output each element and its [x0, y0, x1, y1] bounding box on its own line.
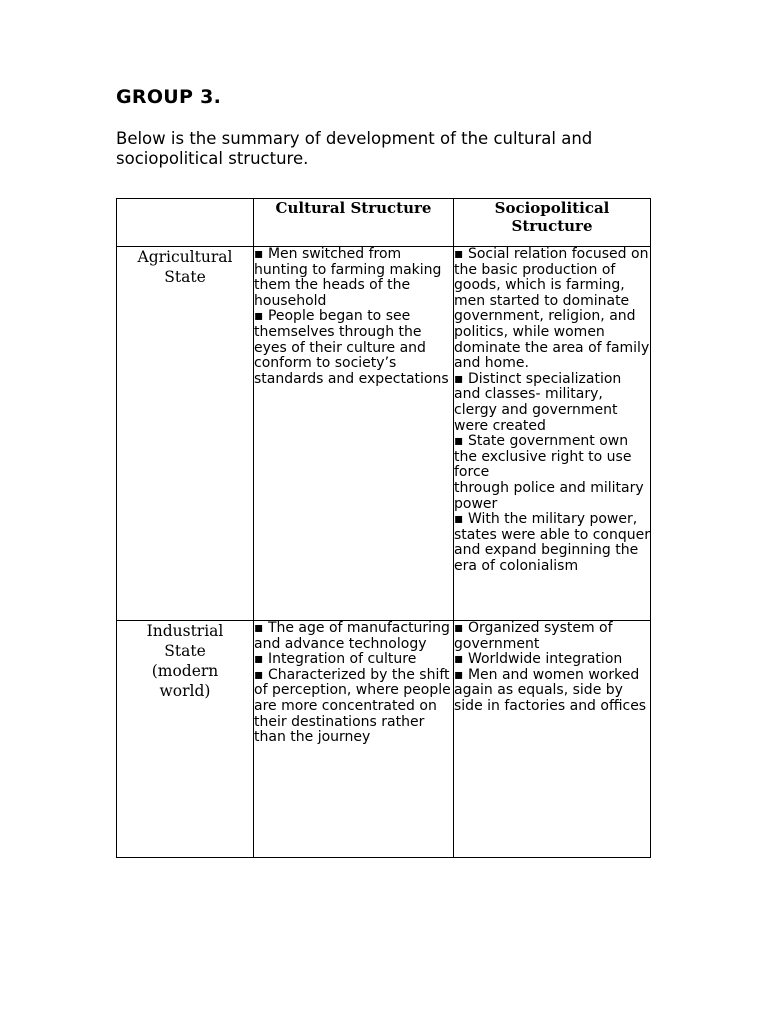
summary-table [116, 198, 651, 858]
document-title: GROUP 3. [116, 86, 222, 108]
list-item: ▪ Worldwide integration [454, 651, 623, 668]
list-item: ▪ Distinct specialization and classes- military, clergy and government were created [454, 370, 622, 434]
industrial-sociopolitical-cell [454, 621, 651, 858]
row-label-text: Agricultural State [137, 248, 233, 286]
row-label-agricultural [117, 247, 254, 621]
agricultural-cultural-cell [254, 247, 454, 621]
list-item: ▪ With the military power, states were able to conquer and expand beginning the [454, 511, 650, 559]
list-item: ▪ Social relation focused on the basic production of goods, which is farming, [454, 246, 649, 294]
row-label-industrial [117, 621, 254, 858]
list-item: men started to dominate government, religion, and politics, while women dominate the area of family and home. [454, 292, 650, 372]
list-item: ▪ Men switched from hunting to farming making them the heads of the household [254, 246, 442, 309]
list-item: era of colonialism [454, 557, 579, 574]
list-item: ▪ The age of manufacturing and advance technology [254, 620, 450, 652]
intro-paragraph: Below is the summary of development of the cultural and sociopolitical structure. [116, 129, 593, 168]
header-sociopolitical-structure: Sociopolitical Structure [454, 199, 651, 247]
list-item: ▪ Integration of culture [254, 651, 417, 668]
table-header-row [117, 199, 651, 247]
agricultural-sociopolitical-cell [454, 247, 651, 621]
list-item: ▪ State government own the exclusive right to use force [454, 433, 632, 481]
header-empty-cell [117, 199, 254, 247]
list-item: ▪ Characterized by the shift of perception, where people are more concentrated on their destinations rather than the journey [254, 666, 451, 746]
list-item: ▪ Men and women worked again as equals, side by side in factories and offices [454, 666, 647, 714]
list-item: ▪ Organized system of government [454, 620, 613, 652]
list-item: through police and military power [454, 479, 644, 512]
header-cultural-structure: Cultural Structure [254, 199, 454, 247]
row-label-text: Industrial State (modern world) [146, 622, 224, 700]
table-row-industrial [117, 621, 651, 858]
industrial-cultural-cell [254, 621, 454, 858]
list-item: ▪ People began to see themselves through the eyes of their culture and conform to society’s standards and expectations [254, 308, 449, 387]
table-row-agricultural [117, 247, 651, 621]
